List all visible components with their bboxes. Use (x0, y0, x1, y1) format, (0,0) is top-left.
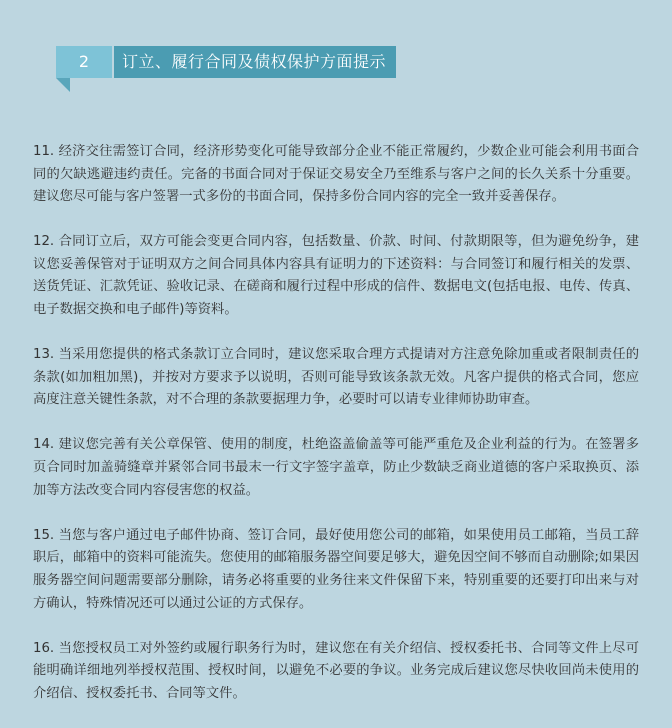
tips-content (33, 141, 639, 728)
section-title: 订立、履行合同及债权保护方面提示 (114, 46, 396, 78)
tip-paragraph-14: 14. 建议您完善有关公章保管、使用的制度，杜绝盗盖偷盖等可能严重危及企业利益的行为。在签署多页合同时加盖骑缝章并紧邻合同书最末一行文字签字盖章，防止少数缺乏商业道德的客户采取换页、添加等方法改变合同内容侵害您的权益。 (33, 437, 639, 498)
tip-paragraph-13: 13. 当采用您提供的格式条款订立合同时，建议您采取合理方式提请对方注意免除加重或者限制责任的条款(如加粗加黑)，并按对方要求予以说明，否则可能导致该条款无效。凡客户提供的格式合同，您应高度注意关键性条款，对不合理的条款要据理力争，必要时可以请专业律师协助审查。 (33, 347, 639, 408)
section-number: 2 (56, 46, 112, 78)
tip-paragraph-15: 15. 当您与客户通过电子邮件协商、签订合同，最好使用您公司的邮箱，如果使用员工邮箱，当员工辞职后，邮箱中的资料可能流失。您使用的邮箱服务器空间要足够大，避免因空间不够而自动删除;如果因服务器空间问题需要部分删除，请务必将重要的业务往来文件保留下来，特别重要的还要打印出来与对方确认，特殊情况还可以通过公证的方式保存。 (33, 527, 639, 611)
tip-paragraph-12: 12. 合同订立后，双方可能会变更合同内容，包括数量、价款、时间、付款期限等，但为避免纷争，建议您妥善保管对于证明双方之间合同具体内容具有证明力的下述资料：与合同签订和履行相关的发票、送货凭证、汇款凭证、验收记录、在磋商和履行过程中形成的信件、数据电文(包括电报、电传、传真、电子数据交换和电子邮件)等资料。 (33, 234, 639, 318)
section-header-fold (56, 78, 70, 92)
tip-paragraph-16: 16. 当您授权员工对外签约或履行职务行为时，建议您在有关介绍信、授权委托书、合同等文件上尽可能明确详细地列举授权范围、授权时间，以避免不必要的争议。业务完成后建议您尽快收回尚未使用的介绍信、授权委托书、合同等文件。 (33, 640, 639, 701)
tip-paragraph-11: 11. 经济交往需签订合同，经济形势变化可能导致部分企业不能正常履约，少数企业可能会利用书面合同的欠缺逃避违约责任。完备的书面合同对于保证交易安全乃至维系与客户之间的长久关系十分重要。建议您尽可能与客户签署一式多份的书面合同，保持多份合同内容的完全一致并妥善保存。 (33, 144, 639, 205)
section-header (56, 46, 396, 78)
